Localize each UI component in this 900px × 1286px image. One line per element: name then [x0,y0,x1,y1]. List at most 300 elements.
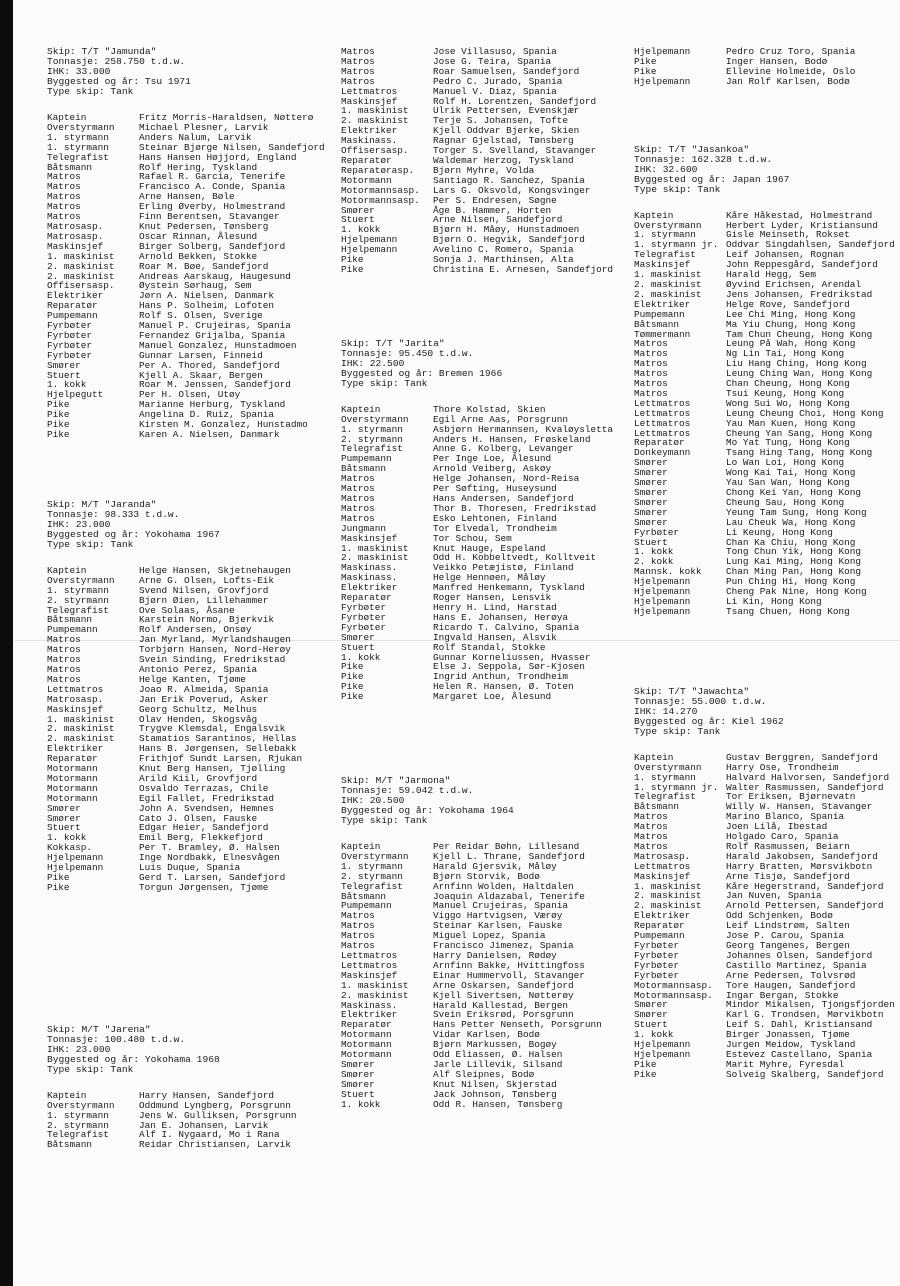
crew-name: Francisco Jimenez, Spania [433,940,574,952]
crew-name: Joao R. Almeida, Spania [139,683,269,695]
crew-role: 2. styrmann [341,433,403,445]
crew-role: Smører [341,631,375,643]
crew-name: Tsui Keung, Hong Kong [726,387,845,399]
crew-role: Kaptein [341,403,381,415]
crew-role: Båtsmann [341,463,387,475]
crew-name: Frithjof Sundt Larsen, Rjukan [139,753,303,765]
crew-name: Inger Hansen, Bodø [726,55,828,67]
crew-role: Matros [634,358,668,370]
ship-header-line: Byggested og år: Bremen 1966 [341,367,503,379]
crew-name: Ma Yiu Chung, Hong Kong [726,318,856,330]
crew-role: Pumpemann [634,308,685,320]
crew-role: Telegrafist [634,249,696,261]
crew-name: Fritz Morris-Haraldsen, Nøtterø [139,112,314,123]
crew-role: Maskinsjef [341,532,398,544]
crew-name: Harald Hegg, Sem [726,269,817,281]
ship-header-line: Byggested og år: Yokohama 1968 [47,1053,220,1065]
crew-name: Stamatios Sarantinos, Hellas [139,733,297,745]
ship-header-line: IHK: 23.000 [47,1043,111,1055]
ship-header-line: Skip: M/T "Jaranda" [47,498,157,510]
crew-role: Matros [634,821,668,833]
crew-name: Leif Lindstrøm, Salten [726,920,850,932]
crew-name: Helge Hansen, Skjetnehaugen [139,564,291,576]
crew-name: Tsang Chuen, Hong Kong [726,605,850,617]
crew-name: Rafael R. Garcia, Tenerife [139,171,286,183]
crew-row [47,262,305,272]
crew-role: Elektriker [341,1009,398,1021]
crew-name: Lee Chi Ming, Hong Kong [726,308,856,320]
crew-role: Matros [341,473,375,485]
crew-name: Kirsten M. Gonzalez, Hunstadmo [139,419,308,431]
crew-role: Stuert [634,536,668,548]
crew-role: Matros [47,191,81,203]
crew-role: Jungmann [341,522,387,534]
crew-role: 1. kokk [634,1029,674,1041]
crew-role: Stuert [341,641,375,653]
crew-role: Maskinass. [341,572,398,584]
crew-role: Smører [47,812,81,824]
crew-name: Egil Arne Aas, Porsgrunn [433,413,569,425]
crew-role: Matros [341,493,375,504]
crew-name: Oddvar Singdahlsen, Sandefjord [726,239,895,251]
crew-list [341,841,602,1110]
crew-role: Pike [47,872,70,883]
crew-role: Fyrbøter [47,329,93,341]
crew-name: Thore Kolstad, Skien [433,403,546,415]
crew-name: Kåre Hegerstrand, Sandefjord [726,880,884,892]
crew-name: Roar M. Bøe, Sandefjord [139,260,269,272]
crew-role: Reparatør [634,437,685,449]
crew-name: Castillo Martinez, Spania [726,959,867,971]
crew-name: Hans E. Johansen, Herøya [433,611,569,623]
crew-list [634,751,895,1080]
crew-name: Jan Myrland, Myrlandshaugen [139,634,291,646]
crew-role: Smører [634,496,668,508]
ship-header-line: Skip: T/T "Jamunda" [47,46,157,57]
crew-role: Matros [47,201,81,213]
crew-role: Lettmatros [634,427,691,439]
crew-role: Pike [47,419,70,431]
crew-role: Hjelpemann [634,1039,691,1051]
crew-name: Luis Duque, Spania [139,862,241,874]
crew-list [47,1091,305,1150]
ship-header-line: Tonnasje: 162.328 t.d.w. [634,153,773,165]
crew-name: Jørn A. Nielsen, Danmark [139,290,275,302]
crew-role: Matros [341,910,375,922]
crew-role: 2. styrmann [47,594,109,606]
crew-name: Manuel Gonzalez, Hunstadmoen [139,339,297,351]
crew-name: Chong Kei Yan, Hong Kong [726,487,862,498]
crew-role: 1. kokk [47,379,87,391]
crew-role: 1. styrmann [341,860,403,872]
crew-role: 1. kokk [47,832,87,844]
crew-role: Pike [341,691,364,703]
ship-header-line: Type skip: Tank [47,1063,134,1075]
crew-name: Fernandez Grijalba, Spania [139,329,286,341]
crew-name: Asbjørn Hermannsen, Kvaløysletta [433,423,614,435]
crew-role: Matros [47,211,81,223]
crew-role: Pike [634,65,657,77]
crew-role: 2. maskinist [341,989,409,1001]
crew-name: Else J. Seppola, Sør-Kjosen [433,661,585,673]
crew-role: Pike [341,263,364,275]
ship-header-line: Skip: T/T "Jarita" [341,337,445,349]
crew-name: Knut Nilsen, Skjerstad [433,1078,557,1090]
crew-list [47,566,305,893]
crew-role: Motormannsasp. [634,979,713,991]
crew-name: Bjørn Storvik, Bodø [433,870,540,882]
crew-name: Harry Danielsen, Rødøy [433,950,557,961]
crew-role: Kaptein [634,751,674,763]
crew-name: Marino Blanco, Spania [726,811,845,823]
crew-name: Alf Sleipnes, Bodø [433,1068,535,1080]
crew-name: Per T. Bramley, Ø. Halsen [139,842,280,854]
crew-name: Øyvind Erichsen, Arendal [726,278,862,290]
crew-name: Gisle Meinseth, Rokset [726,229,850,241]
ship-header-line: Tonnasje: 59.042 t.d.w. [341,785,474,797]
crew-name: Helge Hennøen, Måløy [433,572,546,584]
crew-row [47,1140,305,1150]
crew-role: Pike [47,399,70,411]
crew-role: 1. kokk [341,224,381,236]
crew-list [634,209,895,617]
crew-role: Kaptein [47,1089,87,1101]
crew-role: 1. maskinist [634,880,702,892]
crew-role: Reparatør [341,592,392,604]
crew-name: Knut Berg Hansen, Tjølling [139,763,286,775]
crew-role: 1. kokk [341,1098,381,1110]
crew-role: Fyrbøter [634,949,680,961]
crew-name: Birger Solberg, Sandefjord [139,240,286,252]
crew-name: Arnold Veiberg, Askøy [433,463,552,475]
crew-role: Smører [634,487,668,498]
crew-row [341,643,599,653]
crew-name: Per Inge Loe, Ålesund [433,453,552,465]
crew-name: Holgado Caro, Spania [726,831,839,843]
crew-role: Offisersasp. [47,280,115,292]
crew-role: Hjelpemann [634,75,691,87]
ship-header-line: Tonnasje: 55.000 t.d.w. [634,695,767,707]
crew-row [341,692,599,702]
crew-role: Pike [47,881,70,893]
ship-header-line: Skip: M/T "Jarmona" [341,775,451,787]
crew-role: Hjelpegutt [47,389,104,401]
ship-header [341,339,599,389]
ship-header-line: Skip: T/T "Jasankoa" [634,143,750,155]
crew-name: Olav Henden, Skogsvåg [139,713,258,725]
crew-role: 2. maskinist [634,900,702,912]
crew-role: Telegrafist [341,880,403,892]
crew-role: Båtsmann [341,890,387,902]
crew-name: Kjell L. Thrane, Sandefjord [433,850,585,862]
crew-name: Torbjørn Hansen, Nord-Herøy [139,644,291,656]
column-2 [341,46,614,1110]
crew-name: Karen A. Nielsen, Danmark [139,429,280,440]
crew-name: Terje S. Johansen, Tofte [433,115,569,127]
ship-header-line: Type skip: Tank [47,538,134,550]
crew-role: Kaptein [634,209,674,221]
crew-name: Anders H. Hansen, Frøskeland [433,433,591,445]
crew-name: Lars G. Oksvold, Kongsvinger [433,184,591,196]
crew-list [341,403,614,703]
crew-name: Osvaldo Terrazas, Chile [139,782,269,794]
crew-role: Matros [634,387,668,399]
crew-role: Telegrafist [47,151,109,163]
ship-header-line: IHK: 32.600 [634,163,698,175]
crew-role: Matros [47,644,81,656]
crew-name: Andreas Aarskaug, Haugesund [139,270,291,282]
crew-role: Stuert [341,214,375,226]
crew-name: Kjell Sivertsen, Nøtterøy [433,989,574,1001]
crew-role: Pike [634,1068,657,1080]
crew-name: Angelina D. Ruiz, Spania [139,409,275,421]
crew-role: 1. styrmann [47,131,109,143]
crew-name: Torger S. Svelland, Stavanger [433,145,597,157]
crew-row [634,320,892,330]
crew-name: Jose Villasuso, Spania [433,46,557,57]
crew-name: Odd Schjenken, Bodø [726,910,833,922]
crew-name: Walter Rasmussen, Sandefjord [726,781,884,793]
crew-role: Pumpemann [634,930,685,942]
scan-edge [0,0,13,1286]
crew-name: Anders Nalum, Larvik [139,131,252,143]
crew-name: Wong Sui Wo, Hong Kong [726,397,850,409]
crew-role: Smører [634,1009,668,1021]
crew-name: Erling Øverby, Holmestrand [139,201,286,213]
crew-role: Matros [634,831,668,843]
crew-role: Smører [634,477,668,489]
crew-name: Solveig Skalberg, Sandefjord [726,1068,884,1080]
crew-name: Anne G. Kolberg, Levanger [433,443,574,455]
crew-name: Arild Kiil, Grovfjord [139,772,258,784]
crew-role: Pumpemann [47,310,98,322]
crew-role: Båtsmann [47,614,93,626]
crew-role: Båtsmann [47,1139,93,1151]
crew-role: Fyrbøter [341,601,387,613]
crew-role: Overstyrmann [47,574,115,586]
crew-role: Overstyrmann [47,121,115,133]
ship-header [341,776,599,826]
crew-name: Georg Schultz, Melhus [139,703,258,715]
crew-name: Rolf H. Lorentzen, Sandefjord [433,95,597,107]
crew-name: Harald Gjersvik, Måløy [433,860,557,872]
crew-name: Halvard Halvorsen, Sandefjord [726,771,890,783]
crew-name: Arnfinn Wolden, Haltdalen [433,880,574,892]
crew-role: Lettmatros [341,959,398,971]
crew-role: Båtsmann [634,801,680,813]
crew-role: Matros [47,634,81,646]
crew-role: Matros [47,654,81,666]
ship-header-line: Tonnasje: 258.750 t.d.w. [47,56,186,67]
crew-name: Bjørn O. Hegvik, Sandefjord [433,234,585,246]
crew-role: Maskinass. [341,135,398,147]
crew-name: Joaquin Aldazabal, Tenerife [433,890,585,902]
crew-role: Matros [47,171,81,183]
crew-name: Kjell Oddvar Bjerke, Skien [433,125,580,137]
crew-name: Per S. Endresen, Søgne [433,194,557,206]
crew-role: Smører [341,1058,375,1070]
ship-header-line: Tonnasje: 100.480 t.d.w. [47,1033,186,1045]
crew-name: Margaret Loe, Ålesund [433,691,552,703]
ship-header-line: Byggested og år: Tsu 1971 [47,76,191,87]
crew-name: Cato J. Olsen, Fauske [139,812,258,824]
crew-name: John Reppesgård, Sandefjord [726,259,878,271]
crew-role: Stuert [47,369,81,381]
ship-header-line: Byggested og år: Kiel 1962 [634,715,784,727]
crew-name: Vidar Karlsen, Bodø [433,1029,540,1041]
crew-name: Helen R. Hansen, Ø. Toten [433,681,574,693]
crew-role: 2. maskinist [47,260,115,272]
crew-role: 1. maskinist [341,979,409,991]
crew-role: Maskinsjef [341,969,398,981]
crew-role: Smører [634,516,668,528]
crew-name: Arne Tisjø, Sandefjord [726,870,850,882]
crew-name: Pedro Cruz Toro, Spania [726,46,856,57]
crew-name: Lo Wan Loi, Hong Kong [726,457,845,469]
crew-name: Jan Nuven, Spania [726,890,822,902]
crew-row [634,773,892,783]
crew-role: Lettmatros [634,860,691,872]
crew-name: Johannes Olsen, Sandefjord [726,949,873,961]
crew-name: Harry Hansen, Sandefjord [139,1089,275,1101]
crew-name: Cheng Pak Nine, Hong Kong [726,586,867,598]
crew-list [341,46,614,275]
crew-row [634,77,892,87]
crew-name: Chan Ka Chiu, Hong Kong [726,536,856,548]
crew-role: Fyrbøter [341,621,387,633]
column-3 [634,46,895,1080]
crew-name: Bjørn Markussen, Bogøy [433,1039,557,1051]
crew-name: Li Keung, Hong Kong [726,526,833,538]
crew-role: Telegrafist [47,1129,109,1141]
crew-role: Smører [634,457,668,469]
crew-role: Pumpemann [341,900,392,912]
crew-name: Jurgen Meidow, Tyskland [726,1039,856,1051]
crew-name: Gunnar Larsen, Finneid [139,349,263,361]
ship-header [634,145,892,195]
crew-role: Fyrbøter [634,940,680,951]
crew-role: Båtsmann [47,161,93,173]
crew-name: Ingar Bergan, Stokke [726,989,839,1001]
crew-name: Jan Rolf Karlsen, Bodø [726,75,850,87]
crew-name: Emil Berg, Flekkefjord [139,832,263,844]
crew-name: Ragnar Gjelstad, Tønsberg [433,135,574,147]
crew-name: Christina E. Arnesen, Sandefjord [433,263,614,275]
crew-name: Chan Ming Pan, Hong Kong [726,566,862,578]
crew-name: Arne G. Olsen, Lofts-Eik [139,574,275,586]
crew-role: Hjelpemann [47,862,104,874]
crew-row [634,607,892,617]
crew-name: Kåre Håkestad, Holmestrand [726,209,873,221]
crew-role: Elektriker [634,910,691,922]
crew-name: Cheung Sau, Hong Kong [726,496,845,508]
crew-name: Helge Johansen, Nord-Reisa [433,473,580,485]
crew-role: 1. kokk [634,546,674,558]
ship-header-line: Tonnasje: 98.333 t.d.w. [47,508,180,520]
crew-role: Matros [47,663,81,675]
crew-name: Herbert Lyder, Kristiansund [726,219,878,231]
crew-role: Matros [634,811,668,823]
crew-role: 1. maskinist [47,250,115,262]
ship-block [634,685,895,1080]
crew-role: 2. styrmann [341,870,403,882]
crew-role: Hjelpemann [634,586,691,598]
crew-name: Leung Ching Wan, Hong Kong [726,368,873,380]
crew-role: Overstyrmann [634,219,702,231]
ship-header-line: IHK: 23.000 [47,518,111,530]
crew-role: Maskinsjef [341,95,398,107]
crew-name: Roar Samuelsen, Sandefjord [433,65,580,77]
ship-block [341,46,614,275]
crew-role: Lettmatros [341,950,398,961]
crew-name: Estevez Castellano, Spania [726,1048,873,1060]
crew-role: Maskinsjef [634,870,691,882]
crew-name: Mindor Mikalsen, Tjongsfjorden [726,999,895,1011]
crew-name: Ellevine Holmeide, Oslo [726,65,856,77]
crew-name: Rolf Hering, Tyskland [139,161,258,173]
crew-role: 1. styrmann [47,584,109,596]
crew-name: Rolf Andersen, Onsøy [139,624,252,636]
crew-name: Santiago R. Sanchez, Spania [433,174,585,186]
ship-header-line: Byggested og år: Yokohama 1964 [341,805,514,817]
crew-role: Elektriker [634,298,691,310]
ship-header-line: Tonnasje: 95.450 t.d.w. [341,347,474,359]
crew-name: Edgar Heier, Sandefjord [139,822,269,834]
crew-role: Overstyrmann [341,413,409,425]
crew-role: Matros [341,502,375,514]
crew-role: Matros [634,338,668,350]
crew-name: Steinar Karlsen, Fauske [433,920,563,932]
crew-name: Manuel Crujeiras, Spania [433,900,569,912]
crew-role: Pike [341,254,364,266]
crew-name: Gustav Berggren, Sandefjord [726,751,878,763]
crew-role: Motormann [47,772,98,784]
crew-role: Smører [47,802,81,814]
crew-role: Maskinsjef [47,240,104,252]
ship-header-line: Type skip: Tank [341,377,428,389]
crew-role: Hjelpemann [341,244,398,256]
ship-block [341,775,602,1110]
crew-name: Ng Lin Tai, Hong Kong [726,348,845,360]
crew-role: Hjelpemann [47,852,104,864]
ship-block [341,337,614,703]
crew-role: 1. maskinist [341,105,409,117]
ship-header-line: Byggested og år: Yokohama 1967 [47,528,220,540]
crew-role: Maskinsjef [47,703,104,715]
crew-name: Hans B. Jørgensen, Sellebakk [139,743,297,755]
crew-role: Motormann [341,1049,392,1061]
crew-name: Tore Haugen, Sandefjord [726,979,856,991]
crew-name: Oddmund Lyngberg, Porsgrunn [139,1099,291,1111]
crew-role: Matros [341,75,375,87]
crew-name: Esko Lehtonen, Finland [433,512,557,524]
crew-role: Pike [341,671,364,683]
crew-name: Arne Pedersen, Tolvsrød [726,969,856,981]
crew-role: 2. maskinist [341,115,409,127]
crew-role: 2. maskinist [47,723,115,735]
crew-name: Per H. Olsen, Utøy [139,389,241,401]
crew-name: Leung Cheung Choi, Hong Kong [726,407,884,419]
ship-header [47,500,305,550]
crew-name: Oscar Rinnan, Ålesund [139,230,258,242]
crew-row [341,196,599,206]
crew-name: Manuel P. Crujeiras, Spania [139,320,291,332]
column-1 [47,46,325,1151]
crew-role: 2. maskinist [341,552,409,564]
crew-row [47,883,305,893]
crew-name: Tam Chun Cheung, Hong Kong [726,328,873,340]
crew-name: Jack Johnson, Tønsberg [433,1088,557,1100]
